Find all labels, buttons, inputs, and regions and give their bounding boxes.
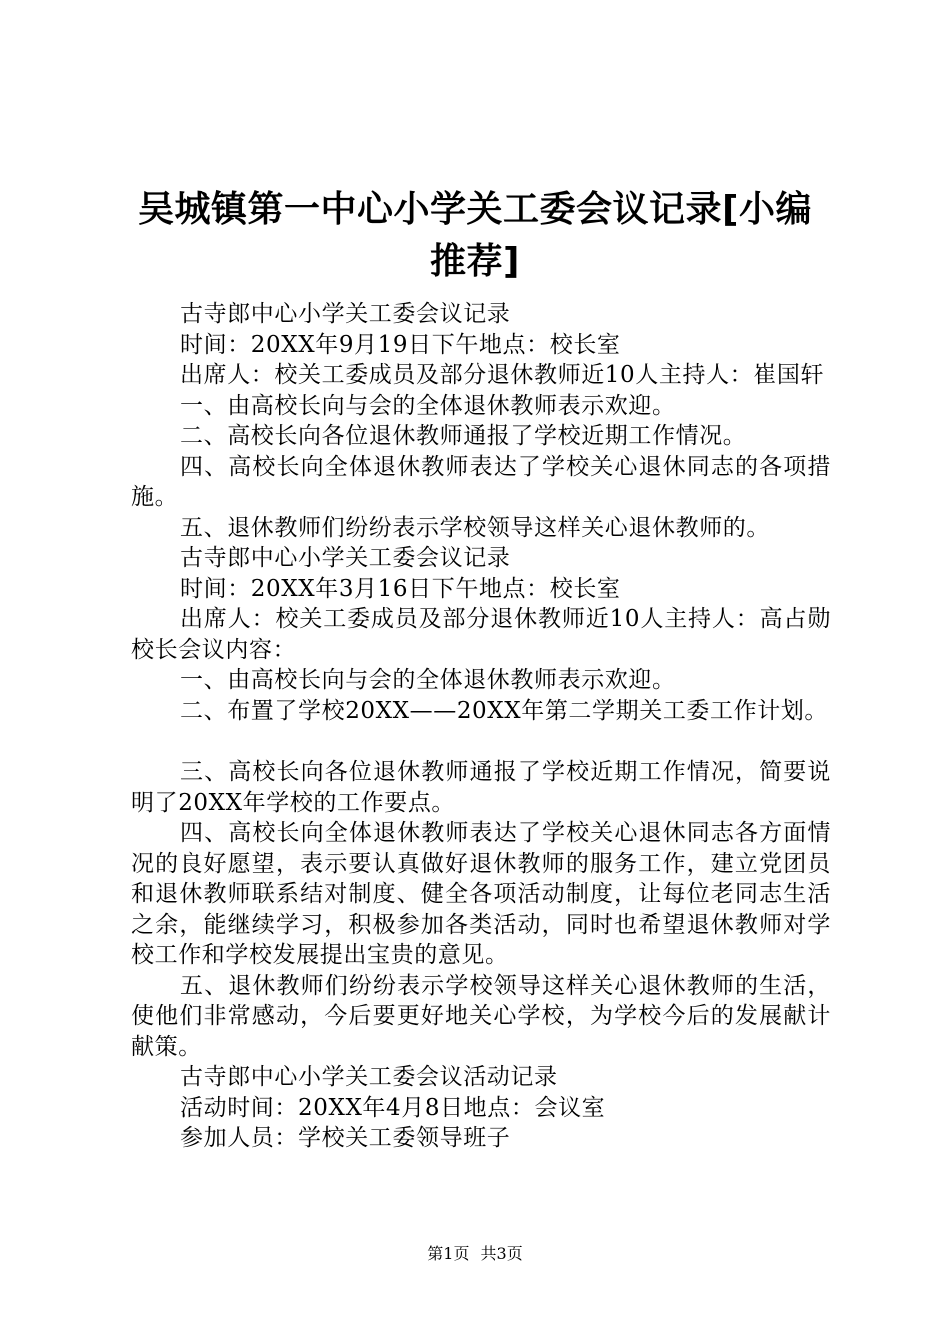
paragraph: 五、退休教师们纷纷表示学校领导这样关心退休教师的。 (180, 514, 770, 541)
document-title: 吴城镇第一中心小学关工委会议记录[小编推荐] (138, 189, 812, 282)
paragraph: 五、退休教师们纷纷表示学校领导这样关心退休教师的生活，使他们非常感动，今后要更好地关心学校，为学校今后的发展献计献策。 (131, 972, 831, 1060)
paragraph: 三、高校长向各位退休教师通报了学校近期工作情况，简要说明了20XX年学校的工作要点。 (131, 759, 831, 816)
page-footer (0, 1244, 950, 1264)
document-body (131, 299, 831, 1154)
paragraph: 出席人：校关工委成员及部分退休教师近10人主持人：崔国轩 (180, 362, 825, 388)
paragraph: 古寺郎中心小学关工委会议活动记录 (180, 1064, 558, 1090)
paragraph: 活动时间：20XX年4月8日地点：会议室 (180, 1094, 606, 1121)
paragraph: 古寺郎中心小学关工委会议记录 (180, 301, 511, 327)
paragraph: 一、由高校长向与会的全体退休教师表示欢迎。 (180, 667, 676, 693)
paragraph-gap (131, 726, 831, 757)
paragraph: 四、高校长向全体退休教师表达了学校关心退休同志的各项措施。 (131, 453, 831, 510)
page-total: 共3页 (480, 1244, 523, 1263)
paragraph: 时间：20XX年3月16日下午地点：校长室 (180, 575, 621, 602)
paragraph: 一、由高校长向与会的全体退休教师表示欢迎。 (180, 392, 676, 419)
paragraph: 出席人：校关工委成员及部分退休教师近10人主持人：高占勋校长会议内容： (131, 606, 831, 663)
paragraph: 时间：20XX年9月19日下午地点：校长室 (180, 331, 621, 358)
page-number: 第1页 (427, 1244, 470, 1263)
paragraph: 参加人员：学校关工委领导班子 (180, 1125, 511, 1151)
paragraph: 二、高校长向各位退休教师通报了学校近期工作情况。 (180, 423, 747, 449)
paragraph: 二、布置了学校20XX——20XX年第二学期关工委工作计划。 (180, 697, 829, 724)
paragraph: 四、高校长向全体退休教师表达了学校关心退休同志各方面情况的良好愿望，表示要认真做好退休教师的服务工作，建立党团员和退休教师联系结对制度、健全各项活动制度，让每位老同志生活之余，能继续学习，积极参加各类活动，同时也希望退休教师对学校工作和学校发展提出宝贵的意见。 (131, 820, 831, 968)
paragraph: 古寺郎中心小学关工委会议记录 (180, 545, 511, 571)
